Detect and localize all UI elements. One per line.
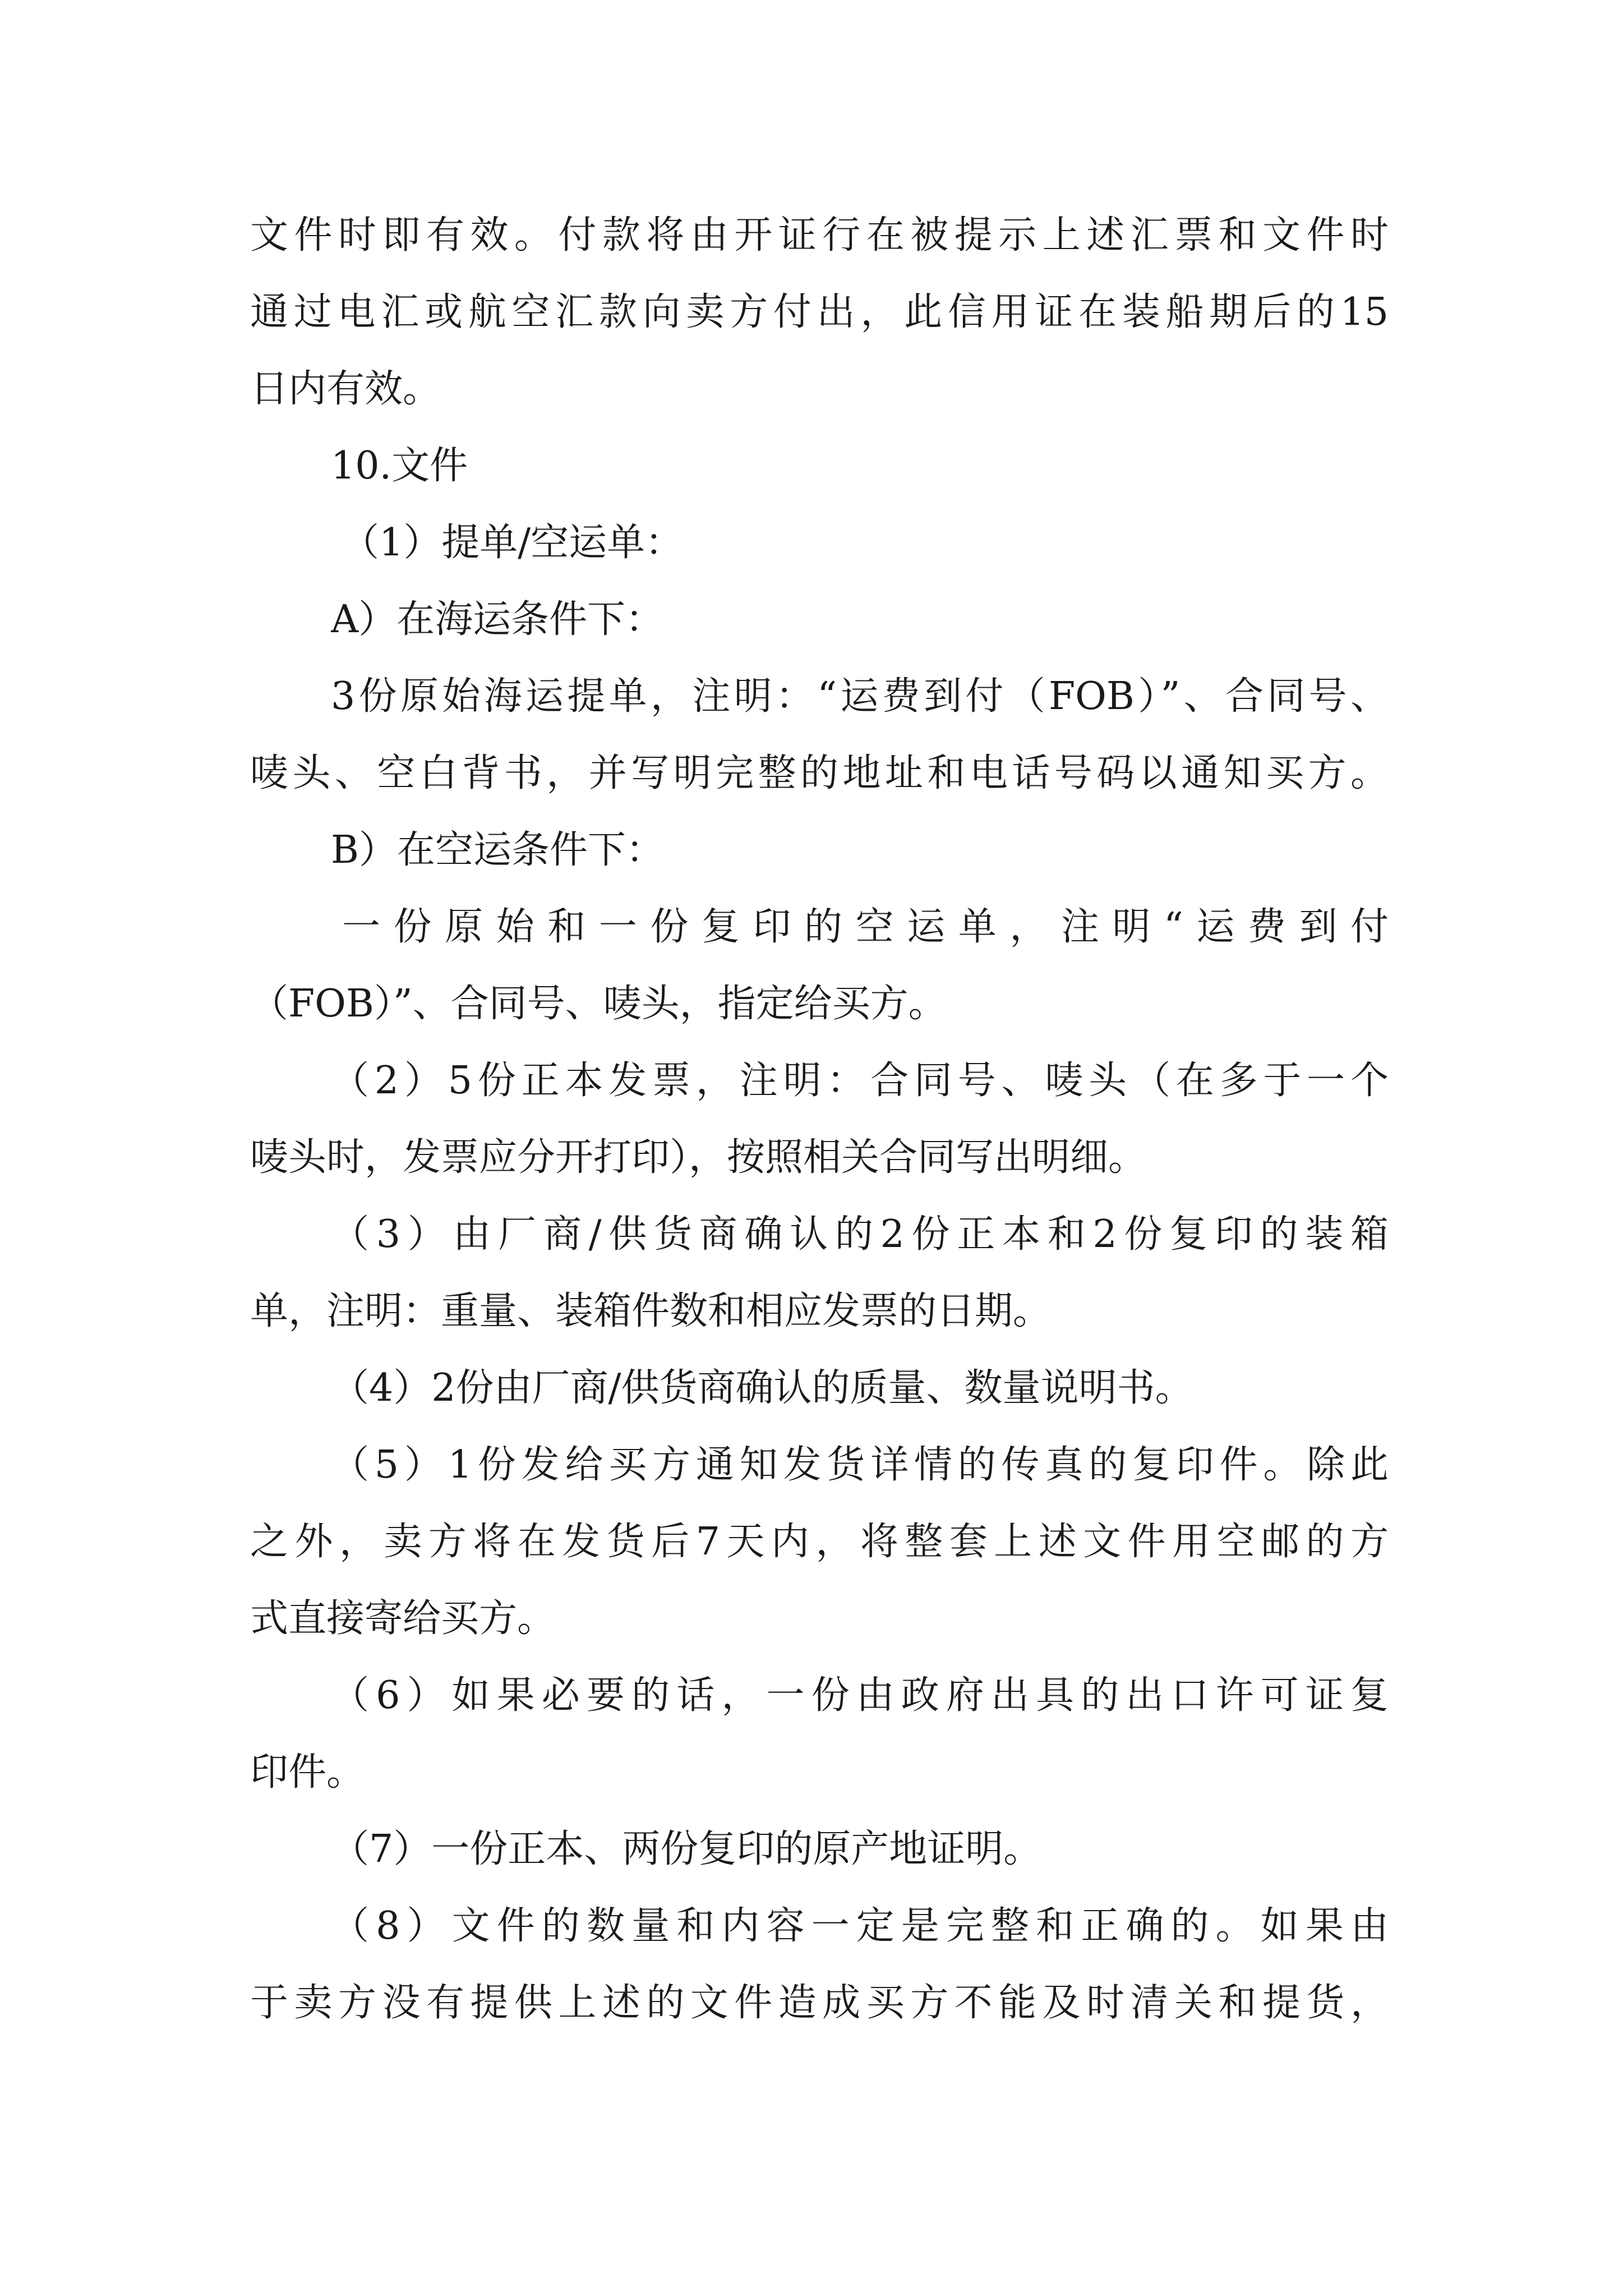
text-line: 印件。: [250, 1750, 365, 1795]
text-line: （1）提单/空运单：: [341, 521, 684, 565]
text-line: 唛头时，发票应分开打印），按照相关合同写出明细。: [250, 1135, 1147, 1180]
text-line: 文件时即有效。付款将由开证行在被提示上述汇票和文件时: [250, 213, 1389, 257]
text-line: 通过电汇或航空汇款向卖方付出，此信用证在装船期后的15: [250, 290, 1389, 334]
text-line: （6）如果必要的话，一份由政府出具的出口许可证复: [331, 1673, 1389, 1718]
text-line: （5）1份发给买方通知发货详情的传真的复印件。除此: [331, 1443, 1389, 1487]
text-line: 唛头、空白背书，并写明完整的地址和电话号码以通知买方。: [250, 751, 1389, 795]
text-line: 一份原始和一份复印的空运单，注明“运费到付: [342, 905, 1389, 949]
text-line: 日内有效。: [250, 367, 441, 411]
text-line: （2）5份正本发票，注明：合同号、唛头（在多于一个: [331, 1059, 1389, 1103]
text-line: A）在海运条件下：: [331, 597, 664, 642]
text-line: （4）2份由厂商/供货商确认的质量、数量说明书。: [331, 1366, 1193, 1410]
text-line: 3份原始海运提单，注明：“运费到付（FOB）”、合同号、: [331, 674, 1389, 719]
text-line: （3）由厂商/供货商确认的2份正本和2份复印的装箱: [331, 1212, 1389, 1257]
text-line: 式直接寄给买方。: [250, 1596, 556, 1641]
text-line: （7）一份正本、两份复印的原产地证明。: [331, 1827, 1042, 1871]
text-line: 之外，卖方将在发货后7天内，将整套上述文件用空邮的方: [250, 1520, 1389, 1564]
text-line: （8）文件的数量和内容一定是完整和正确的。如果由: [331, 1904, 1389, 1948]
text-line: （FOB）”、合同号、唛头，指定给买方。: [250, 982, 947, 1026]
text-line: 单，注明：重量、装箱件数和相应发票的日期。: [250, 1289, 1052, 1333]
text-line: 于卖方没有提供上述的文件造成买方不能及时清关和提货，: [250, 1981, 1389, 2025]
section-heading: 10.文件: [331, 444, 468, 488]
text-line: B）在空运条件下：: [331, 828, 664, 872]
